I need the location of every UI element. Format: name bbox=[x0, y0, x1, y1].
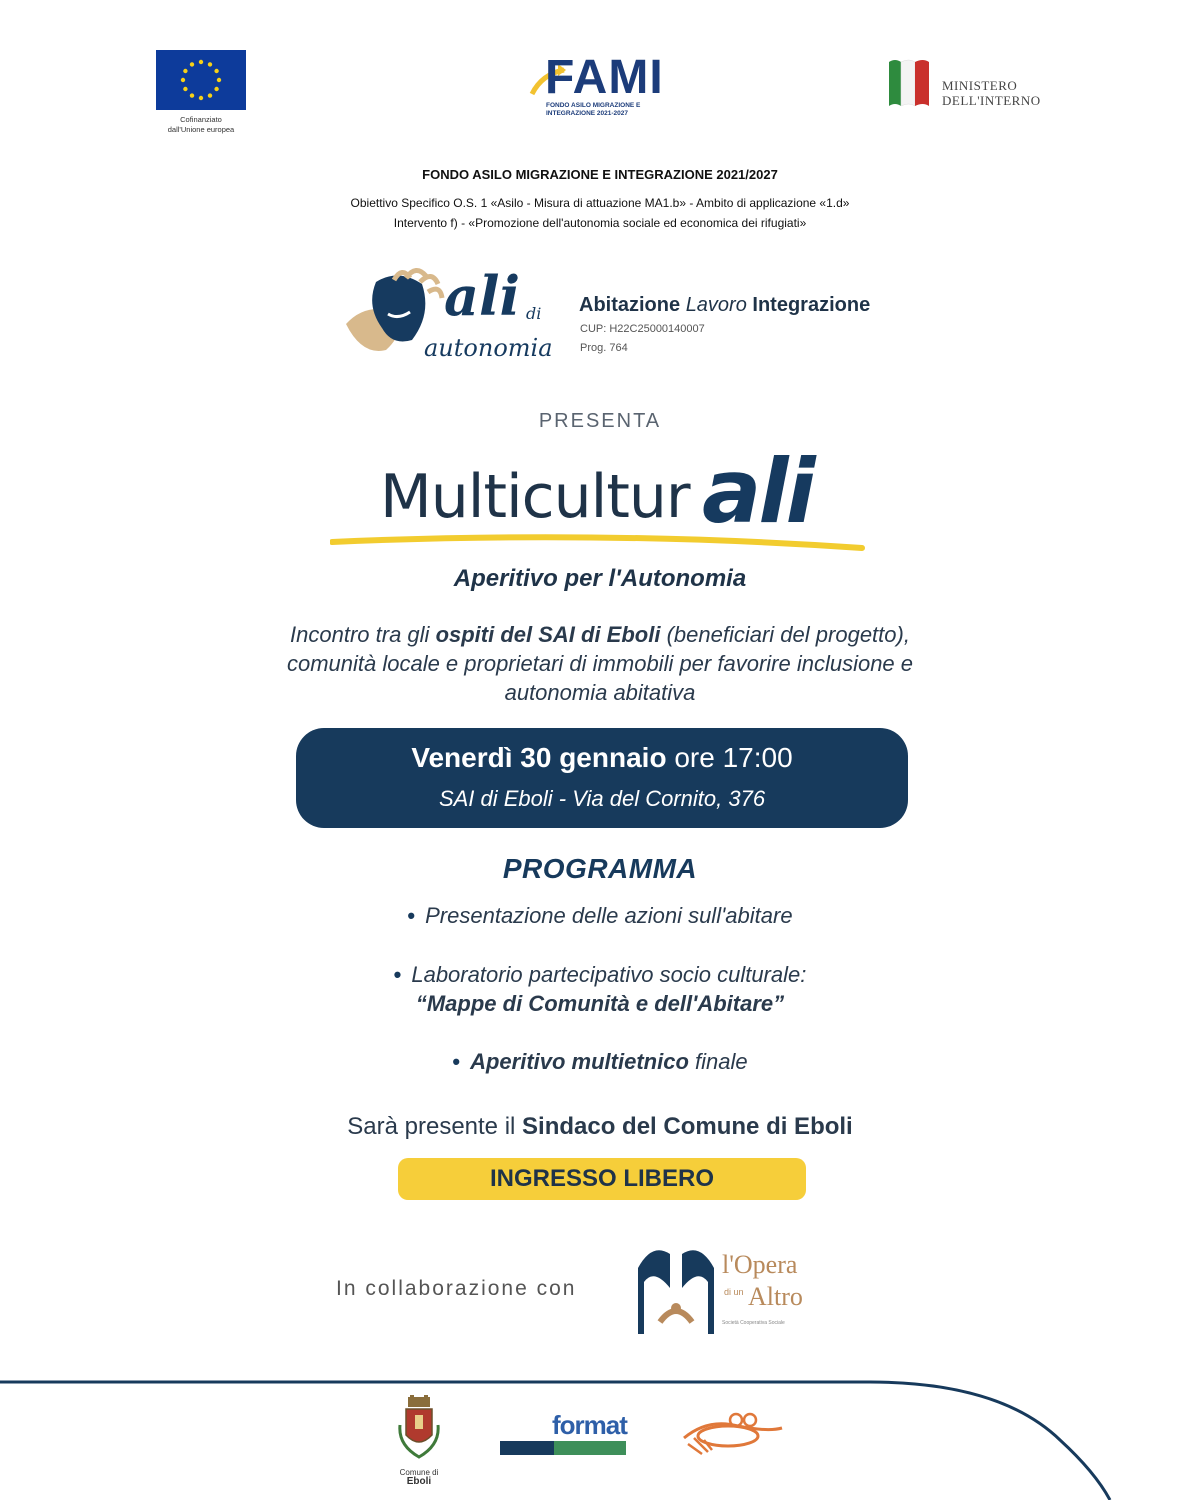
bullet-icon: • bbox=[407, 903, 416, 928]
event-title-light: Multicultur bbox=[380, 462, 690, 532]
ingresso-libero-badge: INGRESSO LIBERO bbox=[398, 1158, 806, 1200]
italian-emblem-icon bbox=[887, 58, 931, 108]
event-subtitle: Aperitivo per l'Autonomia bbox=[453, 565, 747, 592]
fami-logo: FAMI bbox=[545, 51, 664, 104]
event-place: SAI di Eboli - Via del Cornito, 376 bbox=[438, 786, 766, 811]
event-description: Incontro tra gli ospiti del SAI di Eboli (beneficiari del progetto), comunità locale e proprietari di immobili per favorire inclusione e autonomia abitativa bbox=[286, 622, 914, 705]
project-prog: Prog. 764 bbox=[580, 342, 628, 354]
fund-objective-line: Obiettivo Specifico O.S. 1 «Asilo - Misura di attuazione MA1.b» - Ambito di applicazione «1.d» bbox=[350, 196, 850, 210]
programma-item: • Laboratorio partecipativo socio culturale: bbox=[393, 962, 807, 987]
format-logo-bar bbox=[500, 1441, 626, 1455]
opera-logo-di: di un bbox=[724, 1287, 744, 1297]
programma-item-subtitle: “Mappe di Comunità e dell'Abitare” bbox=[415, 991, 785, 1016]
ali-logo-word: ali bbox=[444, 264, 521, 328]
eu-caption: Cofinanziato dall'Unione europea bbox=[167, 115, 235, 134]
event-date: Venerdì 30 gennaio ore 17:00 bbox=[411, 742, 793, 773]
programma-title: PROGRAMMA bbox=[502, 853, 698, 884]
presenta-label: PRESENTA bbox=[538, 410, 662, 432]
project-tagline: Abitazione Lavoro Integrazione bbox=[579, 294, 871, 316]
collaboration-label: In collaborazione con bbox=[336, 1277, 577, 1300]
fami-subtitle: FONDO ASILO MIGRAZIONE E INTEGRAZIONE 2021-2027 bbox=[546, 102, 641, 117]
fund-intervention-line: Intervento f) - «Promozione dell'autonomia sociale ed economica dei rifugiati» bbox=[393, 216, 807, 230]
opera-logo-word1: l'Opera bbox=[722, 1250, 798, 1279]
sindaco-note: Sarà presente il Sindaco del Comune di Eboli bbox=[347, 1113, 853, 1140]
opera-logo-word2: Altro bbox=[748, 1282, 803, 1311]
programma-item: • Aperitivo multietnico finale bbox=[452, 1049, 748, 1074]
ministero-logo-text: MINISTERO DELL'INTERNO bbox=[942, 78, 1041, 108]
opera-logo-caption: Società Cooperativa Sociale bbox=[722, 1320, 785, 1326]
ali-logo-di: di bbox=[526, 304, 542, 323]
event-title-bold: ali bbox=[702, 440, 813, 543]
eboli-crest-icon bbox=[398, 1395, 440, 1465]
format-logo-word: format bbox=[552, 1410, 627, 1440]
bullet-icon: • bbox=[393, 962, 402, 987]
eboli-caption: Comune di Eboli bbox=[399, 1468, 439, 1487]
partner-logo-icon bbox=[678, 1408, 788, 1458]
programma-item: • Presentazione delle azioni sull'abitare bbox=[407, 903, 793, 928]
ali-logo-autonomia: autonomia bbox=[424, 334, 553, 362]
fund-title: FONDO ASILO MIGRAZIONE E INTEGRAZIONE 2021/2027 bbox=[422, 167, 778, 182]
eu-flag-icon bbox=[156, 50, 246, 110]
bullet-icon: • bbox=[452, 1049, 461, 1074]
project-cup: CUP: H22C25000140007 bbox=[580, 323, 705, 335]
